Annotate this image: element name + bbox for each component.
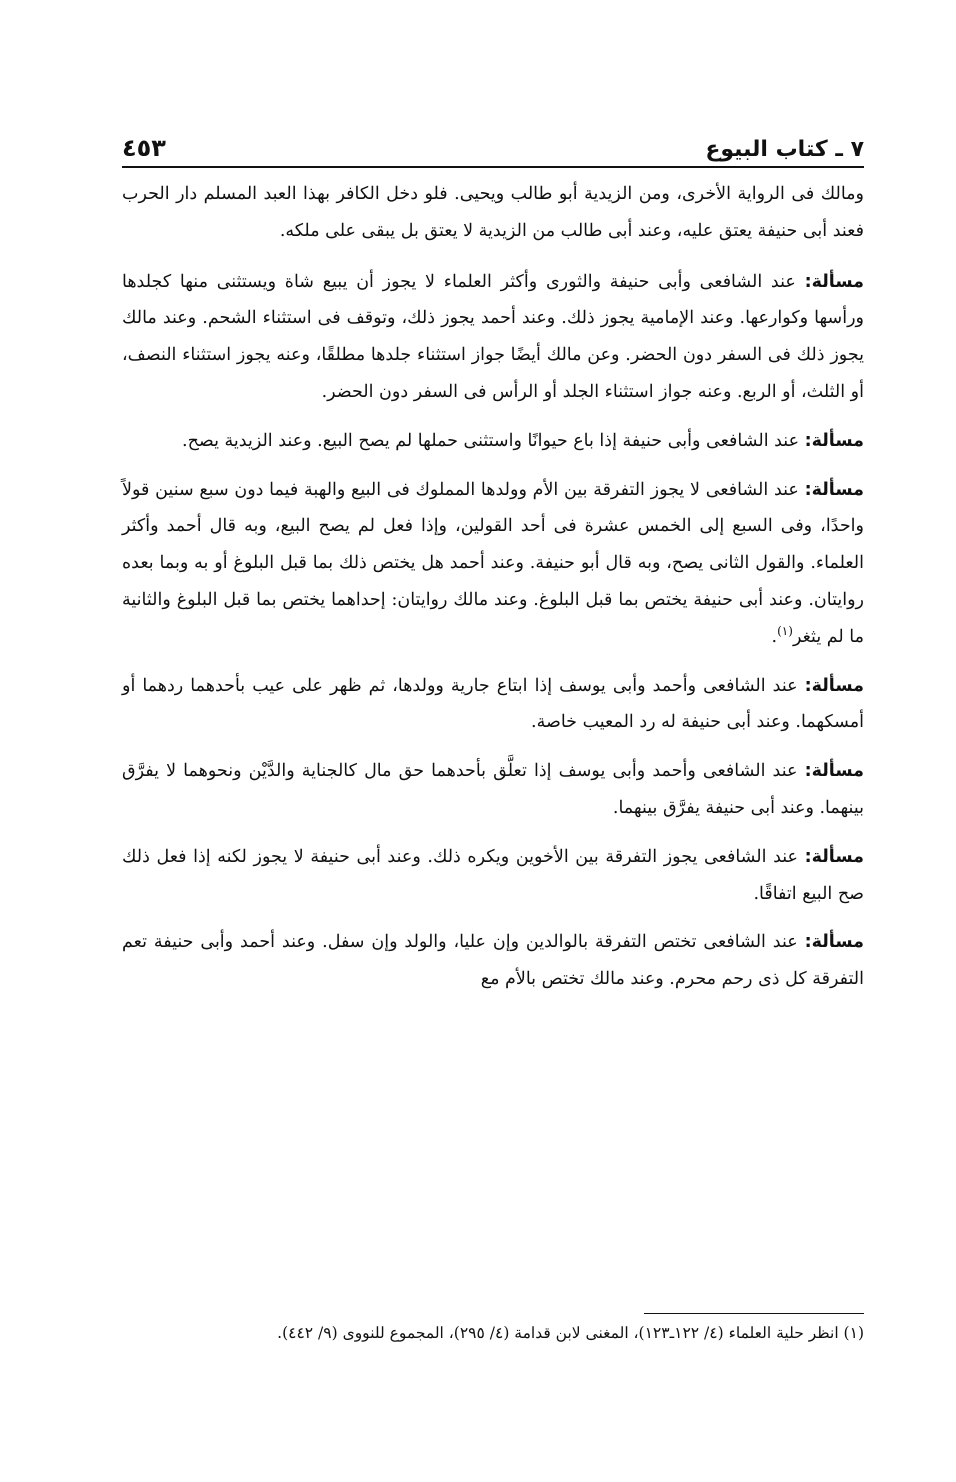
issue-paragraph <box>122 924 864 998</box>
page-number: ٤٥٣ <box>122 134 166 162</box>
issue-paragraph <box>122 839 864 913</box>
issue-label: مسألة: <box>804 675 864 696</box>
paragraph-text: ومالك فى الرواية الأخرى، ومن الزيدية أبو طالب ويحيى. فلو دخل الكافر بهذا العبد المسلم دار الحرب فعند أبى حنيفة يعتق عليه، وعند أبى طالب من الزيدية لا يعتق بل يبقى على ملكه. <box>122 184 864 241</box>
footnote-text: (١) انظر حلية العلماء (٤/ ١٢٢ـ١٢٣)، المغنى لابن قدامة (٤/ ٢٩٥)، المجموع للنووى (٩/ ٤٤٢). <box>277 1324 864 1342</box>
issue-paragraph <box>122 668 864 742</box>
paragraph-text: عند الشافعى وأحمد وأبى يوسف إذا تعلَّق بأحدهما حق مال كالجناية والدَّيْن ونحوهما لا يفرَّق بينهما. وعند أبى حنيفة يفرَّق بينهما. <box>122 761 864 818</box>
footnote-divider <box>644 1313 864 1314</box>
paragraph-text: عند الشافعى وأحمد وأبى يوسف إذا ابتاع جارية وولدها، ثم ظهر على عيب بأحدهما ردهما أو أمسكهما. وعند أبى حنيفة له رد المعيب خاصة. <box>122 675 864 733</box>
footnote <box>122 1318 864 1348</box>
issue-paragraph <box>122 264 864 411</box>
paragraph-continuation <box>122 176 864 250</box>
header-divider <box>122 166 864 168</box>
issue-paragraph <box>122 753 864 827</box>
paragraph-text: عند الشافعى وأبى حنيفة والثورى وأكثر العلماء لا يجوز أن يبيع شاة ويستثنى منها كجلدها ورأسها وكوارعها. وعند الإمامية يجوز ذلك. وعند أحمد يجوز ذلك، وتوقف فى استثناء الشحم. وعند مالك يجوز ذلك فى السفر دون الحضر. وعن مالك أيضًا جواز استثناء جلدها مطلقًا، وعنه يجوز استثناء النصف، أو الثلث، أو الربع. وعنه جواز استثناء الجلد أو الرأس فى السفر دون الحضر. <box>122 271 864 402</box>
paragraph-text: عند الشافعى تختص التفرقة بالوالدين وإن عليا، والولد وإن سفل. وعند أحمد وأبى حنيفة تعم التفرقة كل ذى رحم محرم. وعند مالك تختص بالأم مع <box>122 932 864 990</box>
issue-paragraph <box>122 423 864 460</box>
issue-label: مسألة: <box>804 932 864 953</box>
page-body <box>122 176 864 1010</box>
paragraph-text: عند الشافعى يجوز التفرقة بين الأخوين ويكره ذلك. وعند أبى حنيفة لا يجوز لكنه إذا فعل ذلك صح البيع اتفاقًا. <box>122 846 864 904</box>
paragraph-text-end: . <box>771 626 778 647</box>
paragraph-text: عند الشافعى لا يجوز التفرقة بين الأم وولدها المملوك فى البيع والهبة فيما دون سبع سنين قولاً واحدًا، وفى السبع إلى الخمس عشرة فى أحد القولين، وإذا فعل لم يصح البيع، وبه قال أحمد وأكثر العلماء. والقول الثانى يصح، وبه قال أبو حنيفة. وعند أحمد هل يختص ذلك بما قبل البلوغ أو به وبما بعده روايتان. وعند أبى حنيفة يختص بما قبل البلوغ. وعند مالك روايتان: إحداهما يختص بما قبل البلوغ والثانية ما لم يثغر <box>122 479 864 647</box>
issue-label: مسألة: <box>804 271 864 292</box>
chapter-title: ٧ ـ كتاب البيوع <box>705 137 864 162</box>
issue-label: مسألة: <box>804 761 864 782</box>
page-header <box>122 118 864 162</box>
issue-label: مسألة: <box>804 430 864 451</box>
issue-label: مسألة: <box>804 479 864 500</box>
paragraph-text: عند الشافعى وأبى حنيفة إذا باع حيوانًا واستثنى حملها لم يصح البيع. وعند الزيدية يصح. <box>182 430 805 451</box>
footnote-reference[interactable]: (١) <box>777 623 793 638</box>
issue-paragraph <box>122 472 864 656</box>
issue-label: مسألة: <box>804 846 864 867</box>
